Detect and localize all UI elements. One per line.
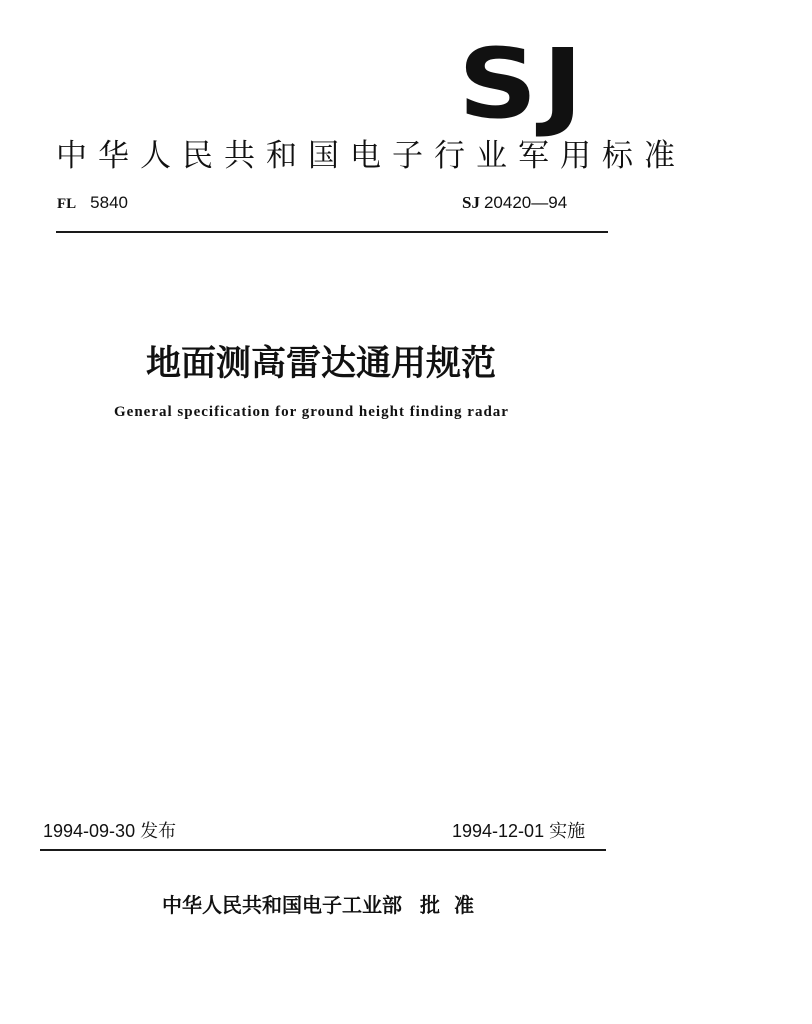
document-title-chinese: 地面测高雷达通用规范 <box>146 344 497 384</box>
classification-prefix: FL <box>57 196 77 212</box>
standard-prefix: SJ <box>462 193 480 212</box>
authority-name: 中华人民共和国电子工业部 <box>162 893 402 917</box>
document-title-english: General specification for ground height finding radar <box>114 404 509 420</box>
standard-category: 中华人民共和国电子行业军用标准 <box>56 138 686 174</box>
approve-label: 批准 <box>420 893 488 917</box>
sj-logo: SJ <box>458 28 588 140</box>
classification-number: 5840 <box>90 193 128 212</box>
approving-authority <box>162 892 488 918</box>
implementation-date: 1994-12-01 实施 <box>452 821 586 841</box>
footer-divider <box>40 849 606 851</box>
issue-date: 1994-09-30 发布 <box>43 821 177 841</box>
standard-number-value: 20420—94 <box>483 193 568 212</box>
standard-number <box>462 193 567 213</box>
classification-code <box>57 193 128 214</box>
header-divider <box>56 231 608 233</box>
